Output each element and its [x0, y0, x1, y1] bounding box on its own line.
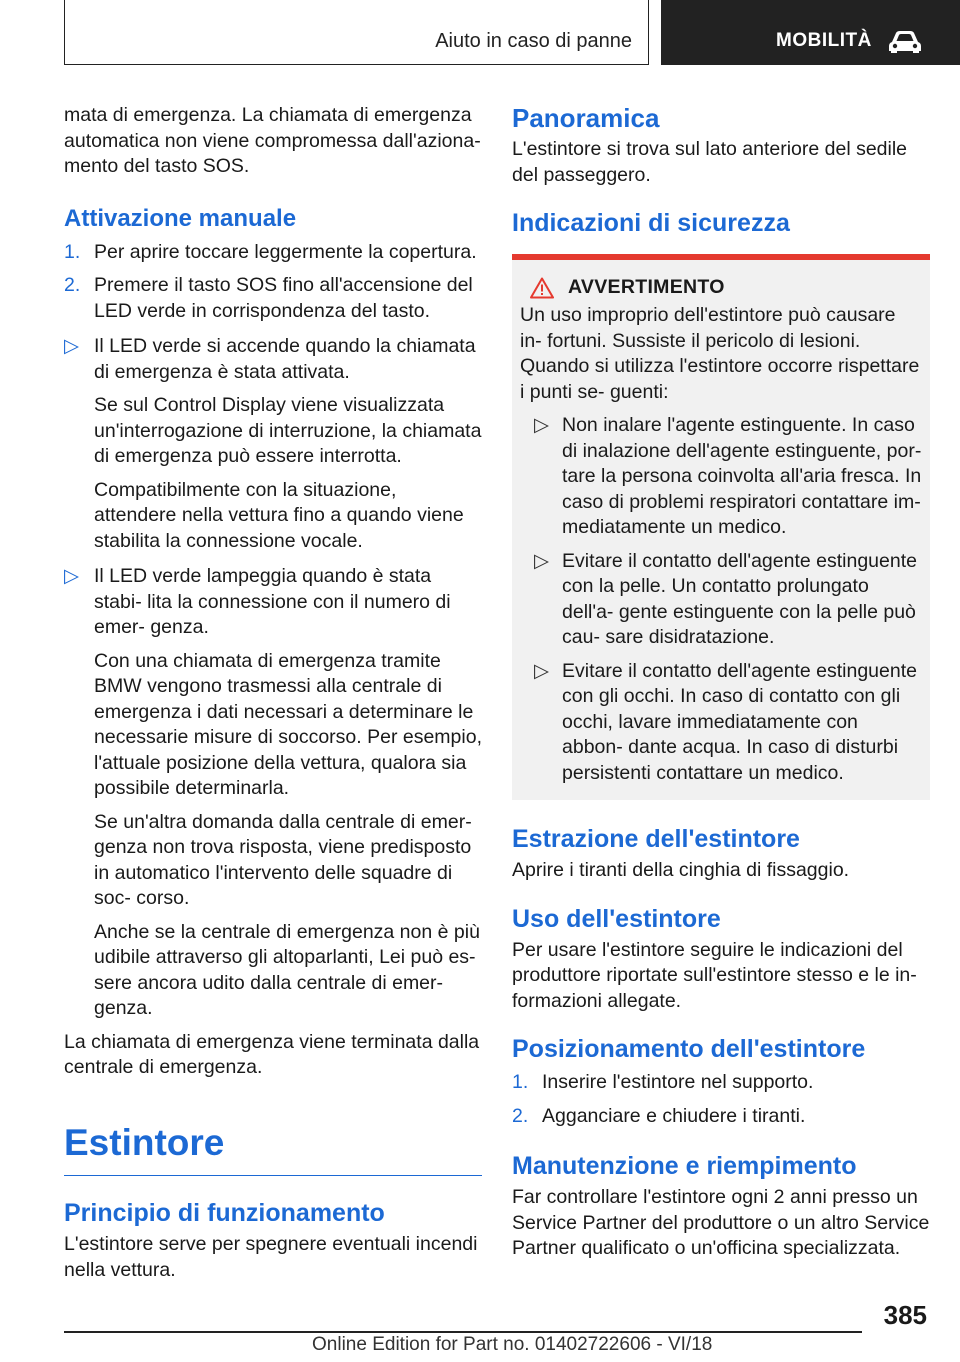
footer-rule [64, 1331, 862, 1333]
triangle-bullet-icon: ▷ [64, 335, 79, 357]
maintenance-paragraph: Far controllare l'estintore ogni 2 anni presso un Service Partner del produttore o un altro Service Partner qualificato o un'officina specializzata. [512, 1186, 930, 1259]
triangle-bullet-icon: ▷ [534, 659, 549, 682]
principle-paragraph: L'estintore serve per spegnere eventuali incendi nella vettura. [64, 1233, 478, 1281]
use-paragraph: Per usare l'estintore seguire le indicazioni del produttore riportate sull'estintore stesso e le in- formazioni allegate. [512, 938, 917, 1012]
triangle-bullet-icon: ▷ [64, 565, 79, 587]
warning-item-text: Evitare il contatto dell'agente estinguente con gli occhi. In caso di contatto con gli occhi, lavare immediatamente con abbon- dante acqua. In caso di disturbi persistenti contattare un medico. [562, 659, 917, 784]
step-number: 1. [512, 1071, 529, 1093]
use-heading: Uso dell'estintore [512, 904, 721, 933]
bullet-paragraph: Compatibilmente con la situazione, attendere nella vettura fino a quando viene stabilita la connessione vocale. [94, 478, 464, 552]
overview-heading: Panoramica [512, 103, 660, 133]
header-section-box [64, 0, 649, 65]
list-item [512, 1070, 930, 1096]
maintenance-heading: Manutenzione e riempimento [512, 1152, 857, 1180]
removal-heading: Estrazione dell'estintore [512, 825, 800, 853]
step-number: 2. [512, 1104, 529, 1127]
step-number: 2. [64, 274, 81, 296]
principle-heading: Principio di funzionamento [64, 1199, 385, 1227]
list-item [64, 240, 482, 266]
edition-text: Online Edition for Part no. 01402722606 - VI/18 [312, 1334, 713, 1355]
end-paragraph: La chiamata di emergenza viene terminata dalla centrale di emergenza. [64, 1030, 480, 1078]
left-column [64, 103, 482, 1283]
bullet-paragraph: Se sul Control Display viene visualizzata un'interrogazione di interruzione, la chiamata di emergenza può essere interrotta. [94, 394, 482, 467]
list-item [528, 549, 922, 651]
car-icon [887, 28, 923, 54]
triangle-bullet-icon: ▷ [534, 549, 549, 572]
bullet-paragraph: Con una chiamata di emergenza tramite BMW vengono trasmessi alla centrale di emergenza i dati necessari a determinare le necessarie misure di soccorso. Per esempio, l'attuale posizione della vettura, qualora sia possibile determinarla. [94, 649, 482, 799]
step-text: Agganciare e chiudere i tiranti. [542, 1104, 806, 1127]
warning-item-text: Non inalare l'agente estinguente. In caso di inalazione dell'agente estinguente, por- tare la persona coinvolta all'aria fresca. In caso di problemi respiratori contattare im- mediatamente un medico. [562, 414, 922, 538]
section-rule [64, 1175, 482, 1177]
position-heading: Posizionamento dell'estintore [512, 1035, 866, 1063]
section-title: Aiuto in caso di panne [435, 30, 632, 52]
safety-heading: Indicazioni di sicurezza [512, 209, 790, 237]
warning-triangle-icon [530, 277, 554, 299]
step-text: Inserire l'estintore nel supporto. [542, 1071, 814, 1093]
list-item [512, 1104, 930, 1130]
list-item [528, 413, 922, 541]
warning-box [512, 254, 930, 800]
bullet-paragraph: Il LED verde lampeggia quando è stata stabi- lita la connessione con il numero di emer- genza. [94, 565, 451, 638]
triangle-bullet-icon: ▷ [534, 414, 549, 436]
bullet-paragraph: Se un'altra domanda dalla centrale di emer- genza non trova risposta, viene predisposto in automatico l'intervento delle squadre di soc- corso. [94, 810, 472, 909]
removal-paragraph: Aprire i tiranti della cinghia di fissaggio. [512, 859, 850, 881]
chapter-tab[interactable] [661, 0, 960, 65]
list-item [64, 334, 482, 554]
section-heading: Estintore [64, 1121, 225, 1163]
chapter-tab-label: MOBILITÀ [776, 30, 872, 51]
overview-paragraph: L'estintore si trova sul lato anteriore del sedile del passeggero. [512, 138, 908, 186]
step-number: 1. [64, 240, 81, 263]
step-text: Premere il tasto SOS fino all'accensione del LED verde in corrispondenza del tasto. [94, 274, 473, 322]
list-item [64, 564, 482, 1022]
step-text: Per aprire toccare leggermente la copertura. [94, 240, 477, 263]
warning-intro: Un uso improprio dell'estintore può causare in- fortuni. Sussiste il pericolo di lesioni. Quando si utilizza l'estintore occorre rispettare i punti se- guenti: [520, 304, 920, 403]
list-item [64, 273, 482, 324]
warning-title [530, 276, 922, 299]
intro-paragraph: mata di emergenza. La chiamata di emergenza automatica non viene compromessa dall'aziona- mento del tasto SOS. [64, 104, 481, 177]
list-item [528, 659, 922, 787]
right-column [512, 103, 930, 1262]
warning-item-text: Evitare il contatto dell'agente estinguente con la pelle. Un contatto prolungato dell'a- gente estinguente con la pelle può cau- sare disidratazione. [562, 549, 917, 648]
bullet-paragraph: Anche se la centrale di emergenza non è più udibile attraverso gli altoparlanti, Lei può es- sere ancora udito dalla centrale di emer- genza. [94, 920, 480, 1019]
page-number: 385 [883, 1300, 927, 1330]
warning-title-text: AVVERTIMENTO [568, 276, 725, 298]
manual-activation-heading: Attivazione manuale [64, 204, 297, 232]
bullet-paragraph: Il LED verde si accende quando la chiamata di emergenza è stata attivata. [94, 335, 476, 383]
